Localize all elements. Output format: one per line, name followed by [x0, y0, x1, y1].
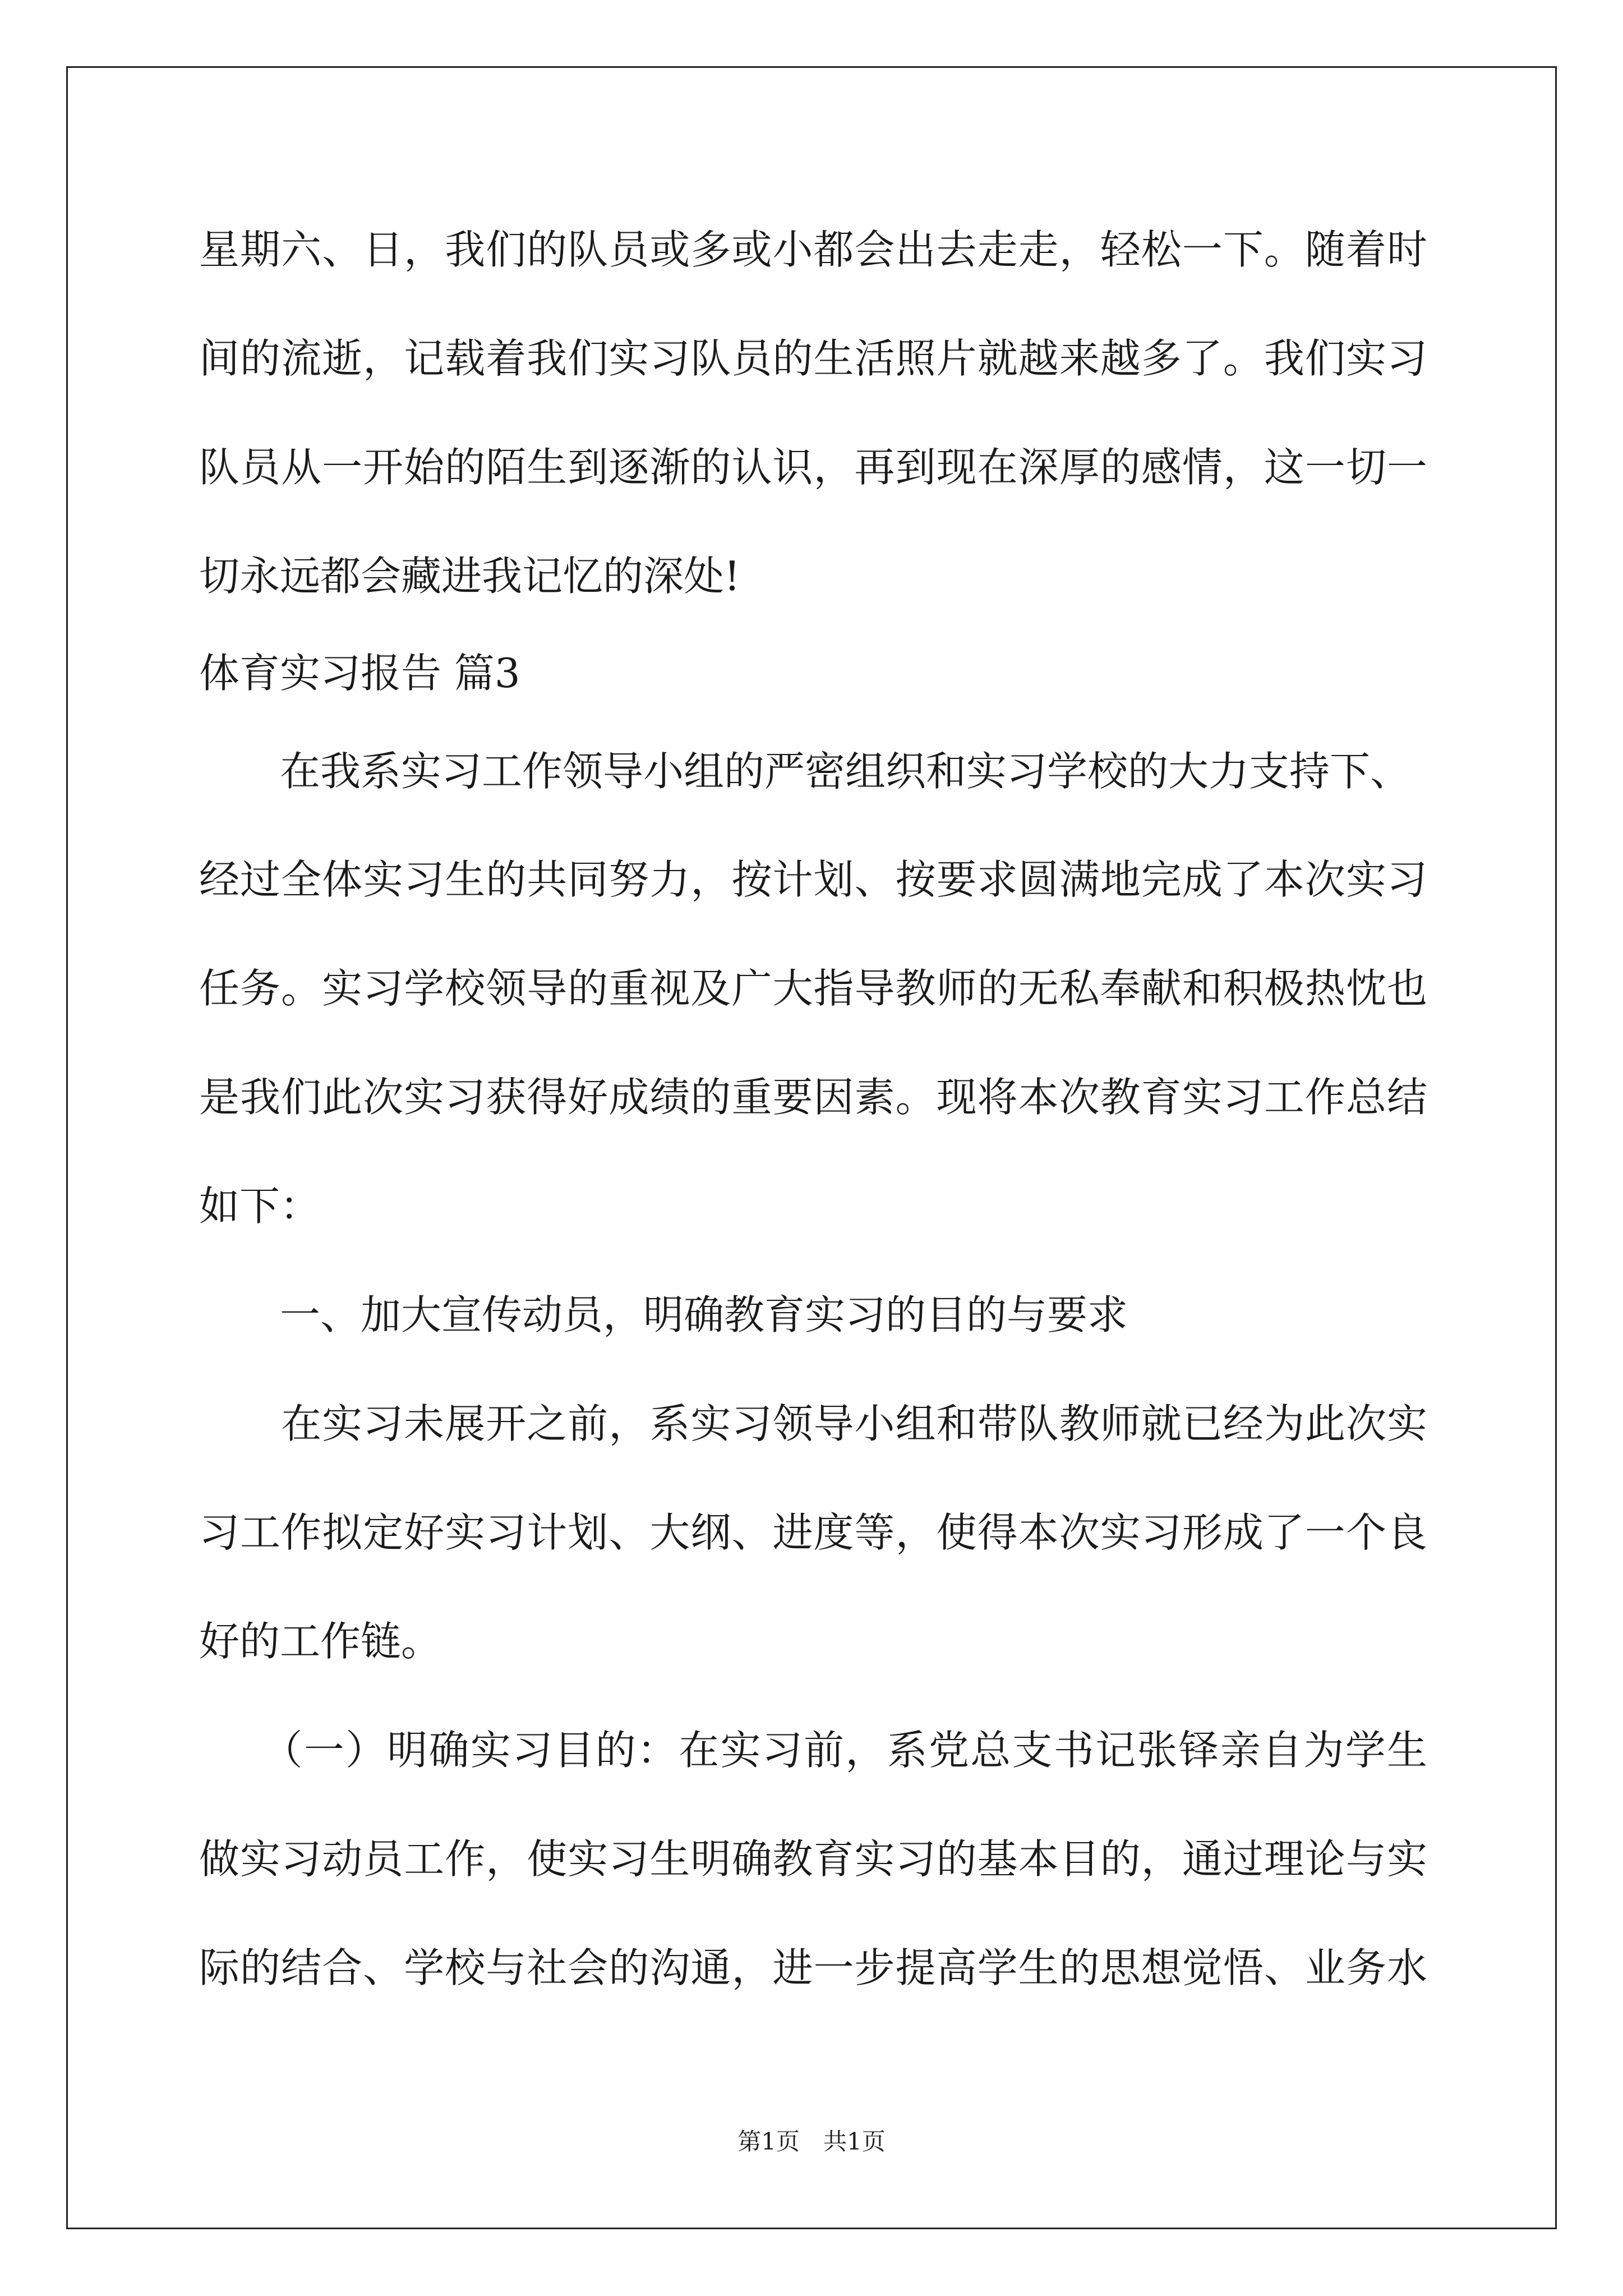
paragraph-line: 经过全体实习生的共同努力，按计划、按要求圆满地完成了本次实习: [199, 856, 1427, 903]
paragraph-line: 做实习动员工作，使实习生明确教育实习的基本目的，通过理论与实: [199, 1835, 1427, 1883]
paragraph-line: 是我们此次实习获得好成绩的重要因素。现将本次教育实习工作总结: [199, 1074, 1427, 1121]
paragraph-line: 切永远都会藏进我记忆的深处!: [199, 553, 740, 600]
paragraph-line: 在实习未展开之前，系实习领导小组和带队教师就已经为此次实: [199, 1400, 1427, 1447]
page-border: [66, 66, 1557, 2229]
subheading-line: 一、加大宣传动员，明确教育实习的目的与要求: [199, 1291, 1128, 1338]
paragraph-line: 习工作拟定好实习计划、大纲、进度等，使得本次实习形成了一个良: [199, 1509, 1427, 1556]
paragraph-line: 好的工作链。: [199, 1618, 442, 1665]
paragraph-line: 如下：: [199, 1182, 321, 1230]
paragraph-line: 际的结合、学校与社会的沟通，进一步提高学生的思想觉悟、业务水: [199, 1944, 1427, 1991]
paragraph-line: 任务。实习学校领导的重视及广大指导教师的无私奉献和积极热忱也: [199, 965, 1427, 1012]
paragraph-line: （一）明确实习目的：在实习前，系党总支书记张铎亲自为学生: [199, 1727, 1427, 1774]
paragraph-line: 在我系实习工作领导小组的严密组织和实习学校的大力支持下、: [199, 748, 1411, 795]
paragraph-line: 间的流逝，记载着我们实习队员的生活照片就越来越多了。我们实习: [199, 335, 1427, 382]
paragraph-line: 队员从一开始的陌生到逐渐的认识，再到现在深厚的感情，这一切一: [199, 444, 1427, 491]
section-heading: 体育实习报告 篇3: [199, 650, 520, 697]
page-footer: 第1页 共1页: [737, 2128, 886, 2155]
paragraph-line: 星期六、日，我们的队员或多或小都会出去走走，轻松一下。随着时: [199, 226, 1427, 273]
